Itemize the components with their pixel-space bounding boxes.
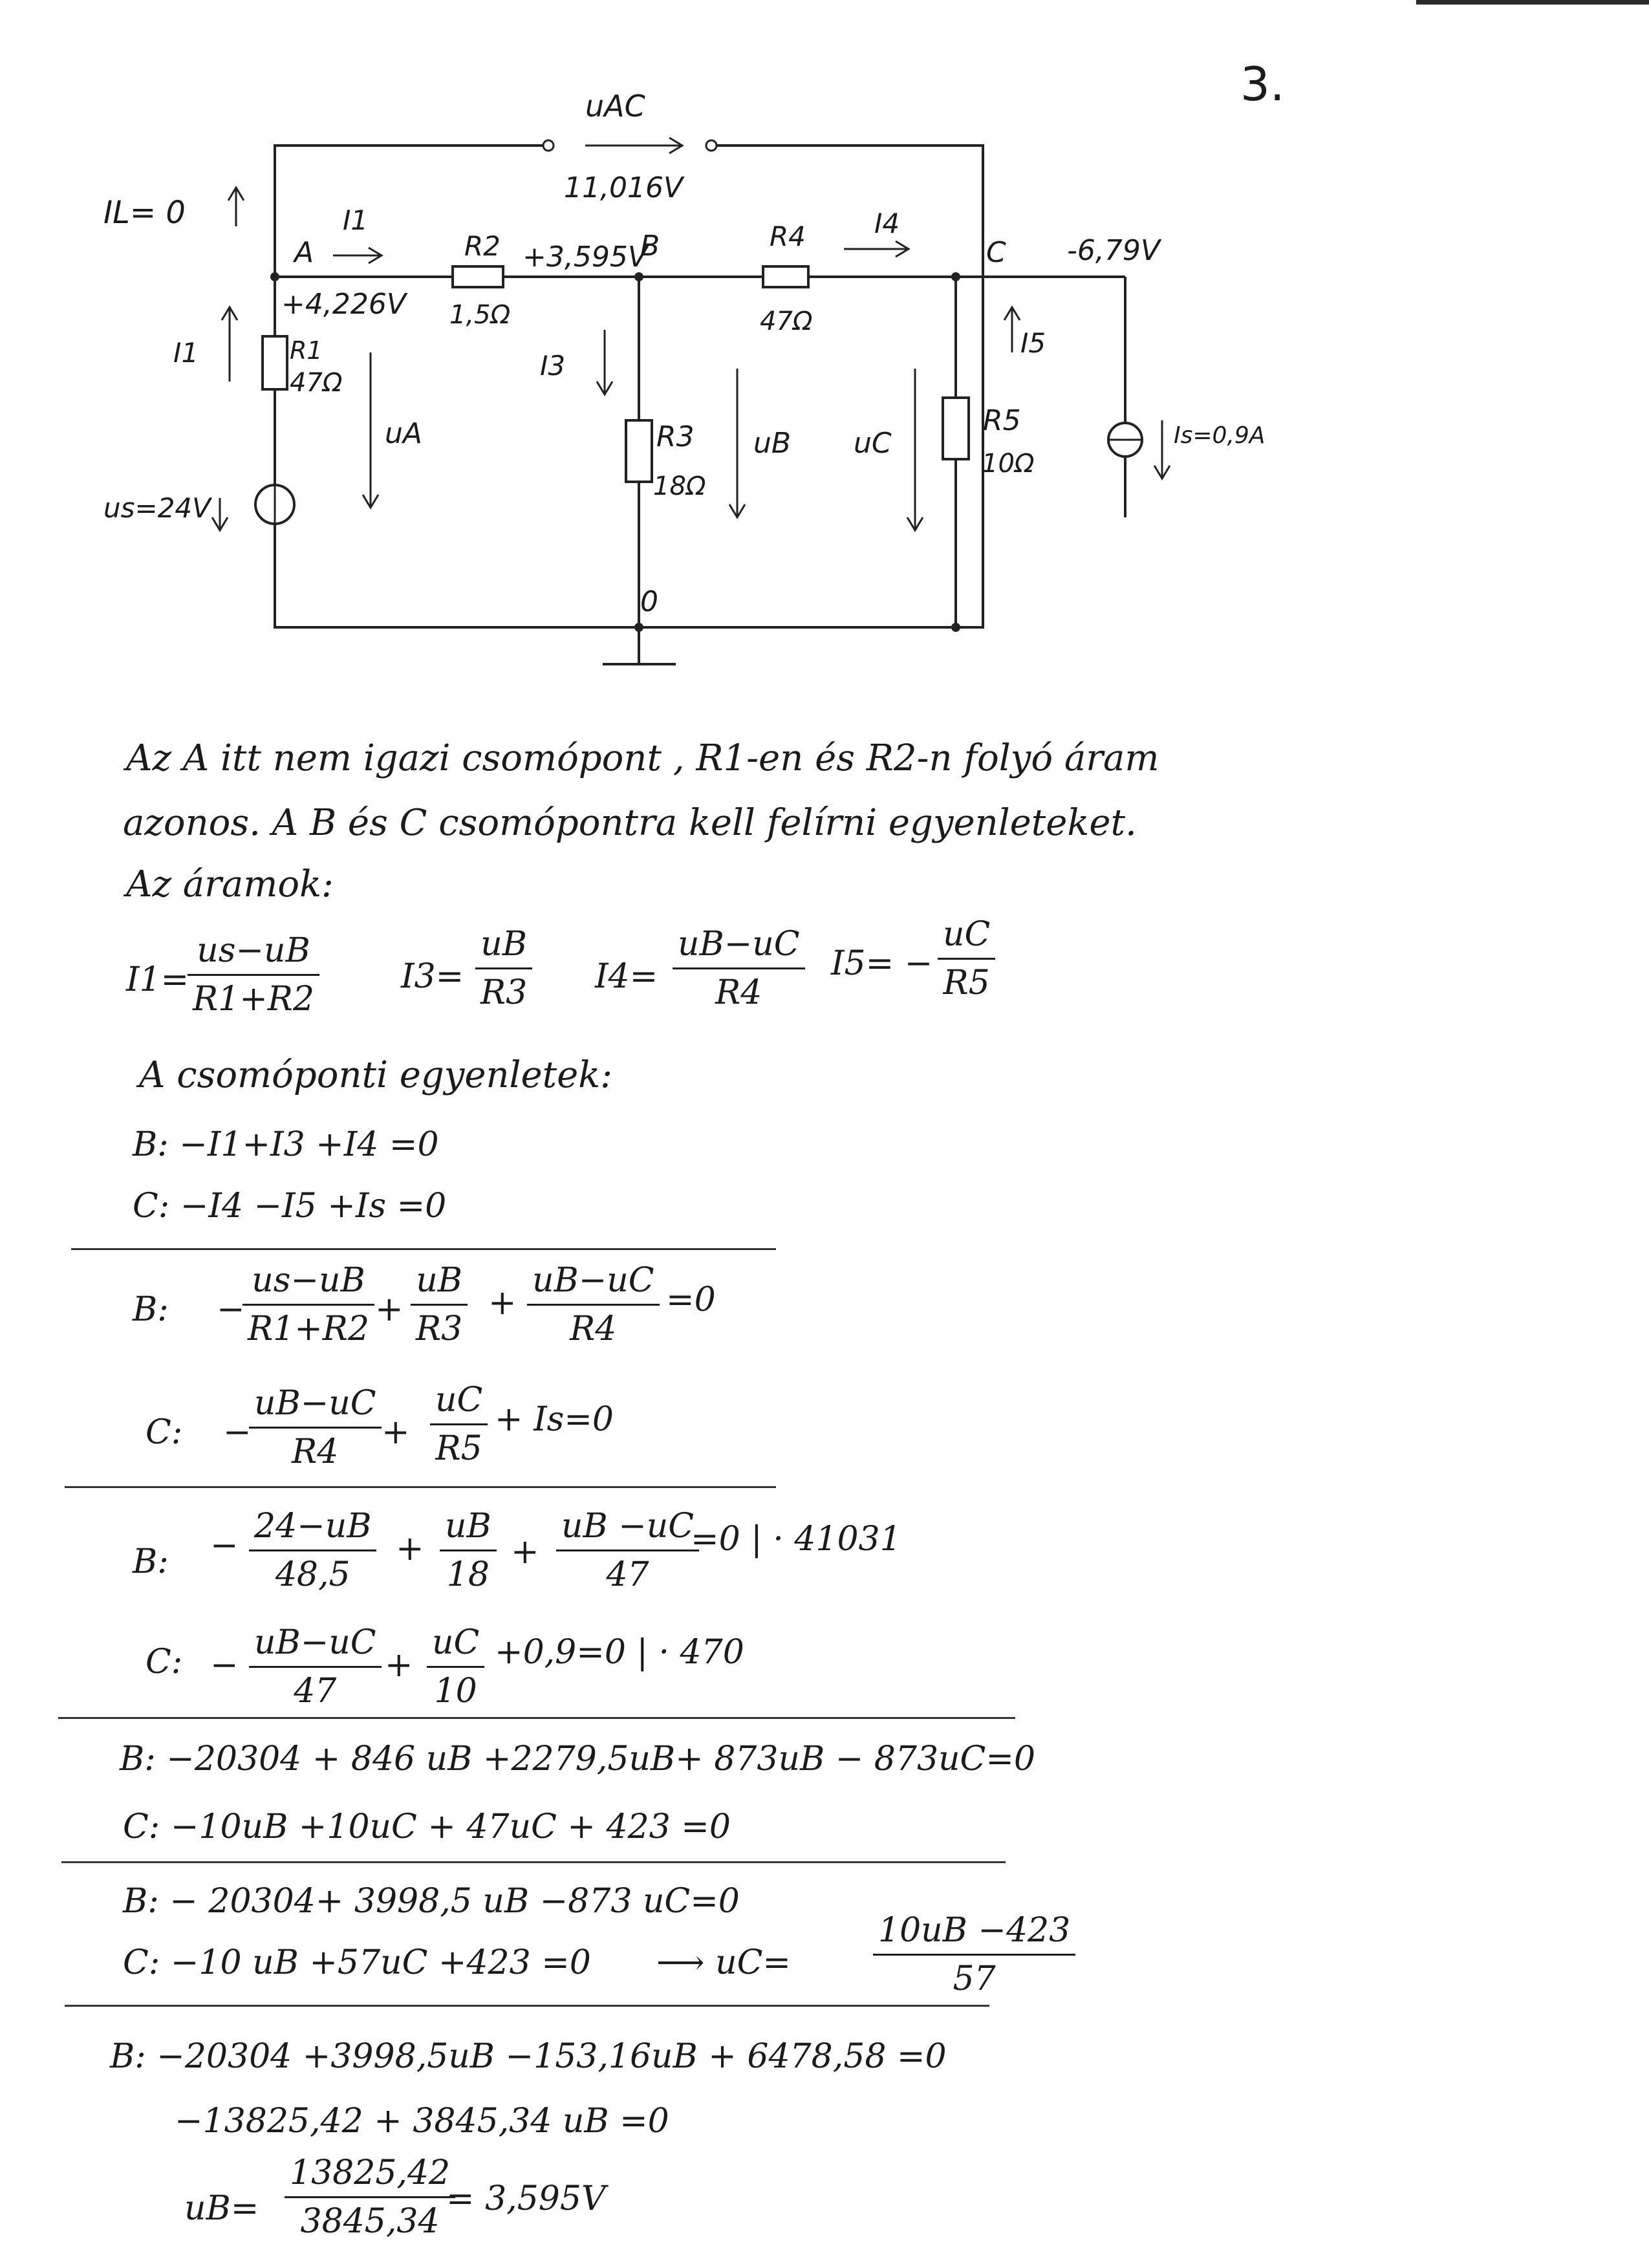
node-bottom-right-dot: [951, 623, 960, 632]
label-u-s: us=24V: [103, 492, 211, 524]
num-b-f3-denominator: 47: [606, 1555, 649, 1594]
num-b-label: B:: [133, 1542, 169, 1581]
i1-lhs: I1=: [126, 960, 189, 999]
sub-b-fraction-2: [411, 1261, 468, 1348]
sub-c-label: C:: [146, 1413, 183, 1452]
num-c-label: C:: [146, 1643, 183, 1681]
i3-fraction: [475, 925, 532, 1012]
resistor-r1: [263, 336, 287, 389]
final-ub-lhs: uB=: [184, 2189, 259, 2228]
sub-b-fraction-1: [242, 1261, 374, 1348]
simplified-arrow: ⟶ uC=: [656, 1943, 791, 1982]
sub-b-f1-denominator: R1+R2: [248, 1310, 370, 1348]
i5-lhs: I5= −: [831, 944, 933, 983]
divider-5: [65, 2005, 989, 2007]
sub-b-fraction-3: [527, 1261, 660, 1348]
kcl-c: C: −I4 −I5 +Is =0: [133, 1187, 447, 1226]
i5-numerator: uC: [938, 915, 995, 960]
i5-denominator: R5: [943, 964, 990, 1002]
num-c-f1-numerator: uB−uC: [249, 1623, 382, 1668]
num-c-tail: +0,9=0 | · 470: [495, 1633, 744, 1672]
resistor-r5: [943, 398, 969, 459]
text-line-1: Az A itt nem igazi csomópont , R1-en és R2-n folyó áram: [126, 737, 1159, 779]
uc-fraction: [873, 1911, 1075, 1998]
label-node-a: A: [294, 236, 314, 269]
simplified-c: C: −10 uB +57uC +423 =0: [123, 1943, 591, 1982]
num-b-f3-numerator: uB −uC: [556, 1507, 699, 1551]
final-ub-fraction: [285, 2154, 455, 2241]
num-b-f2-denominator: 18: [446, 1555, 490, 1594]
text-line-2: azonos. A B és C csomópontra kell felírni egyenleteket.: [123, 802, 1137, 844]
sub-c-f2-numerator: uC: [430, 1381, 488, 1425]
label-u-ac-value: 11,016V: [564, 171, 684, 204]
resistor-r3: [626, 420, 652, 482]
label-i4: I4: [874, 208, 900, 239]
node-0-dot: [634, 623, 643, 632]
page-number: 3.: [1240, 57, 1285, 111]
label-r3-value: 18Ω: [653, 471, 706, 501]
num-c-f2-numerator: uC: [427, 1623, 484, 1668]
num-b-plus-2: +: [511, 1533, 539, 1571]
label-r3: R3: [656, 420, 695, 453]
final-line-2: −13825,42 + 3845,34 uB =0: [175, 2102, 669, 2141]
uc-fraction-denominator: 57: [953, 1960, 996, 1998]
num-c-f1-denominator: 47: [294, 1672, 337, 1711]
label-i-l: IL= 0: [103, 195, 186, 231]
num-b-fraction-3: [556, 1507, 699, 1594]
node-c-dot: [951, 272, 960, 281]
label-r5: R5: [983, 404, 1021, 437]
label-r1: R1: [290, 336, 323, 365]
i3-denominator: R3: [480, 973, 528, 1012]
sub-c-tail: + Is=0: [495, 1400, 614, 1439]
label-r2: R2: [464, 230, 501, 262]
sub-c-f1-numerator: uB−uC: [249, 1384, 382, 1429]
label-r4-value: 47Ω: [760, 307, 813, 336]
i3-lhs: I3=: [401, 957, 464, 996]
num-b-f1-numerator: 24−uB: [249, 1507, 376, 1551]
label-node-b: B: [640, 230, 660, 263]
final-line-1: B: −20304 +3998,5uB −153,16uB + 6478,58 =0: [110, 2037, 947, 2076]
resistor-r2: [453, 266, 503, 287]
i4-lhs: I4=: [595, 957, 658, 996]
node-a-dot: [270, 272, 279, 281]
label-i5: I5: [1020, 327, 1046, 359]
num-b-f1-denominator: 48,5: [275, 1555, 350, 1594]
uc-fraction-numerator: 10uB −423: [873, 1911, 1075, 1956]
sub-b-tail: =0: [666, 1280, 716, 1319]
terminal-right: [706, 140, 717, 151]
i1-fraction: [188, 931, 319, 1019]
label-node-a-voltage: +4,226V: [281, 288, 406, 321]
divider-4: [61, 1861, 1006, 1863]
label-r2-value: 1,5Ω: [449, 300, 511, 330]
sub-c-f1-denominator: R4: [292, 1432, 339, 1471]
resistor-r4: [763, 266, 808, 287]
num-b-tail: =0 | · 41031: [691, 1520, 901, 1559]
num-b-fraction-1: [249, 1507, 376, 1594]
num-c-plus-1: +: [385, 1646, 413, 1685]
sub-b-f3-numerator: uB−uC: [527, 1261, 660, 1306]
circuit-diagram: [0, 0, 1649, 711]
label-i-s: Is=0,9A: [1174, 422, 1266, 449]
node-equations-title: A csomóponti egyenletek:: [139, 1054, 613, 1096]
label-r5-value: 10Ω: [982, 449, 1035, 479]
i4-fraction: [673, 925, 805, 1012]
final-ub-result: = 3,595V: [446, 2179, 606, 2218]
divider-1: [71, 1248, 776, 1250]
kcl-b: B: −I1+I3 +I4 =0: [133, 1125, 439, 1164]
divider-3: [58, 1717, 1015, 1719]
label-i3: I3: [540, 350, 566, 382]
num-c-fraction-1: [249, 1623, 382, 1711]
num-b-minus: −: [210, 1526, 239, 1565]
text-line-3: Az áramok:: [126, 863, 334, 905]
num-c-fraction-2: [427, 1623, 484, 1711]
label-u-a: uA: [385, 417, 422, 450]
final-ub-denominator: 3845,34: [300, 2202, 440, 2241]
label-i1-left: I1: [173, 337, 199, 369]
num-b-fraction-2: [440, 1507, 497, 1594]
num-c-f2-denominator: 10: [434, 1672, 477, 1711]
sub-b-plus-1: +: [375, 1290, 404, 1329]
i1-denominator: R1+R2: [193, 980, 315, 1019]
sub-c-fraction-1: [249, 1384, 382, 1471]
label-u-c: uC: [854, 427, 892, 460]
i1-numerator: us−uB: [188, 931, 319, 976]
sub-c-f2-denominator: R5: [435, 1429, 482, 1468]
sub-c-minus: −: [223, 1413, 252, 1452]
sub-b-plus-2: +: [488, 1284, 517, 1323]
sub-b-f2-numerator: uB: [411, 1261, 468, 1306]
sub-c-fraction-2: [430, 1381, 488, 1468]
sub-b-f1-numerator: us−uB: [242, 1261, 374, 1306]
label-r4: R4: [770, 221, 806, 252]
i5-fraction: [938, 915, 995, 1002]
sub-b-minus: −: [217, 1290, 245, 1329]
label-u-b: uB: [753, 427, 792, 460]
sub-b-label: B:: [133, 1290, 169, 1329]
sub-b-f3-denominator: R4: [570, 1310, 617, 1348]
simplified-b: B: − 20304+ 3998,5 uB −873 uC=0: [123, 1882, 740, 1921]
final-ub-numerator: 13825,42: [285, 2154, 455, 2198]
label-ground-node: 0: [640, 585, 658, 618]
label-node-c-voltage: -6,79V: [1067, 234, 1160, 267]
terminal-left: [543, 140, 554, 151]
sub-b-f2-denominator: R3: [416, 1310, 463, 1348]
label-node-c: C: [986, 236, 1006, 269]
label-u-ac: uAC: [585, 89, 645, 124]
i4-denominator: R4: [715, 973, 762, 1012]
sub-c-plus-1: +: [382, 1413, 410, 1452]
expanded-b: B: −20304 + 846 uB +2279,5uB+ 873uB − 873uC=0: [120, 1740, 1035, 1778]
num-c-minus: −: [210, 1646, 239, 1685]
i4-numerator: uB−uC: [673, 925, 805, 969]
label-node-b-voltage: +3,595V: [523, 241, 647, 274]
divider-2: [65, 1486, 776, 1488]
num-b-plus-1: +: [396, 1529, 424, 1568]
num-b-f2-numerator: uB: [440, 1507, 497, 1551]
i3-numerator: uB: [475, 925, 532, 969]
label-r1-value: 47Ω: [290, 368, 343, 398]
expanded-c: C: −10uB +10uC + 47uC + 423 =0: [123, 1808, 731, 1846]
label-i1-top: I1: [343, 204, 369, 236]
node-b-dot: [634, 272, 643, 281]
